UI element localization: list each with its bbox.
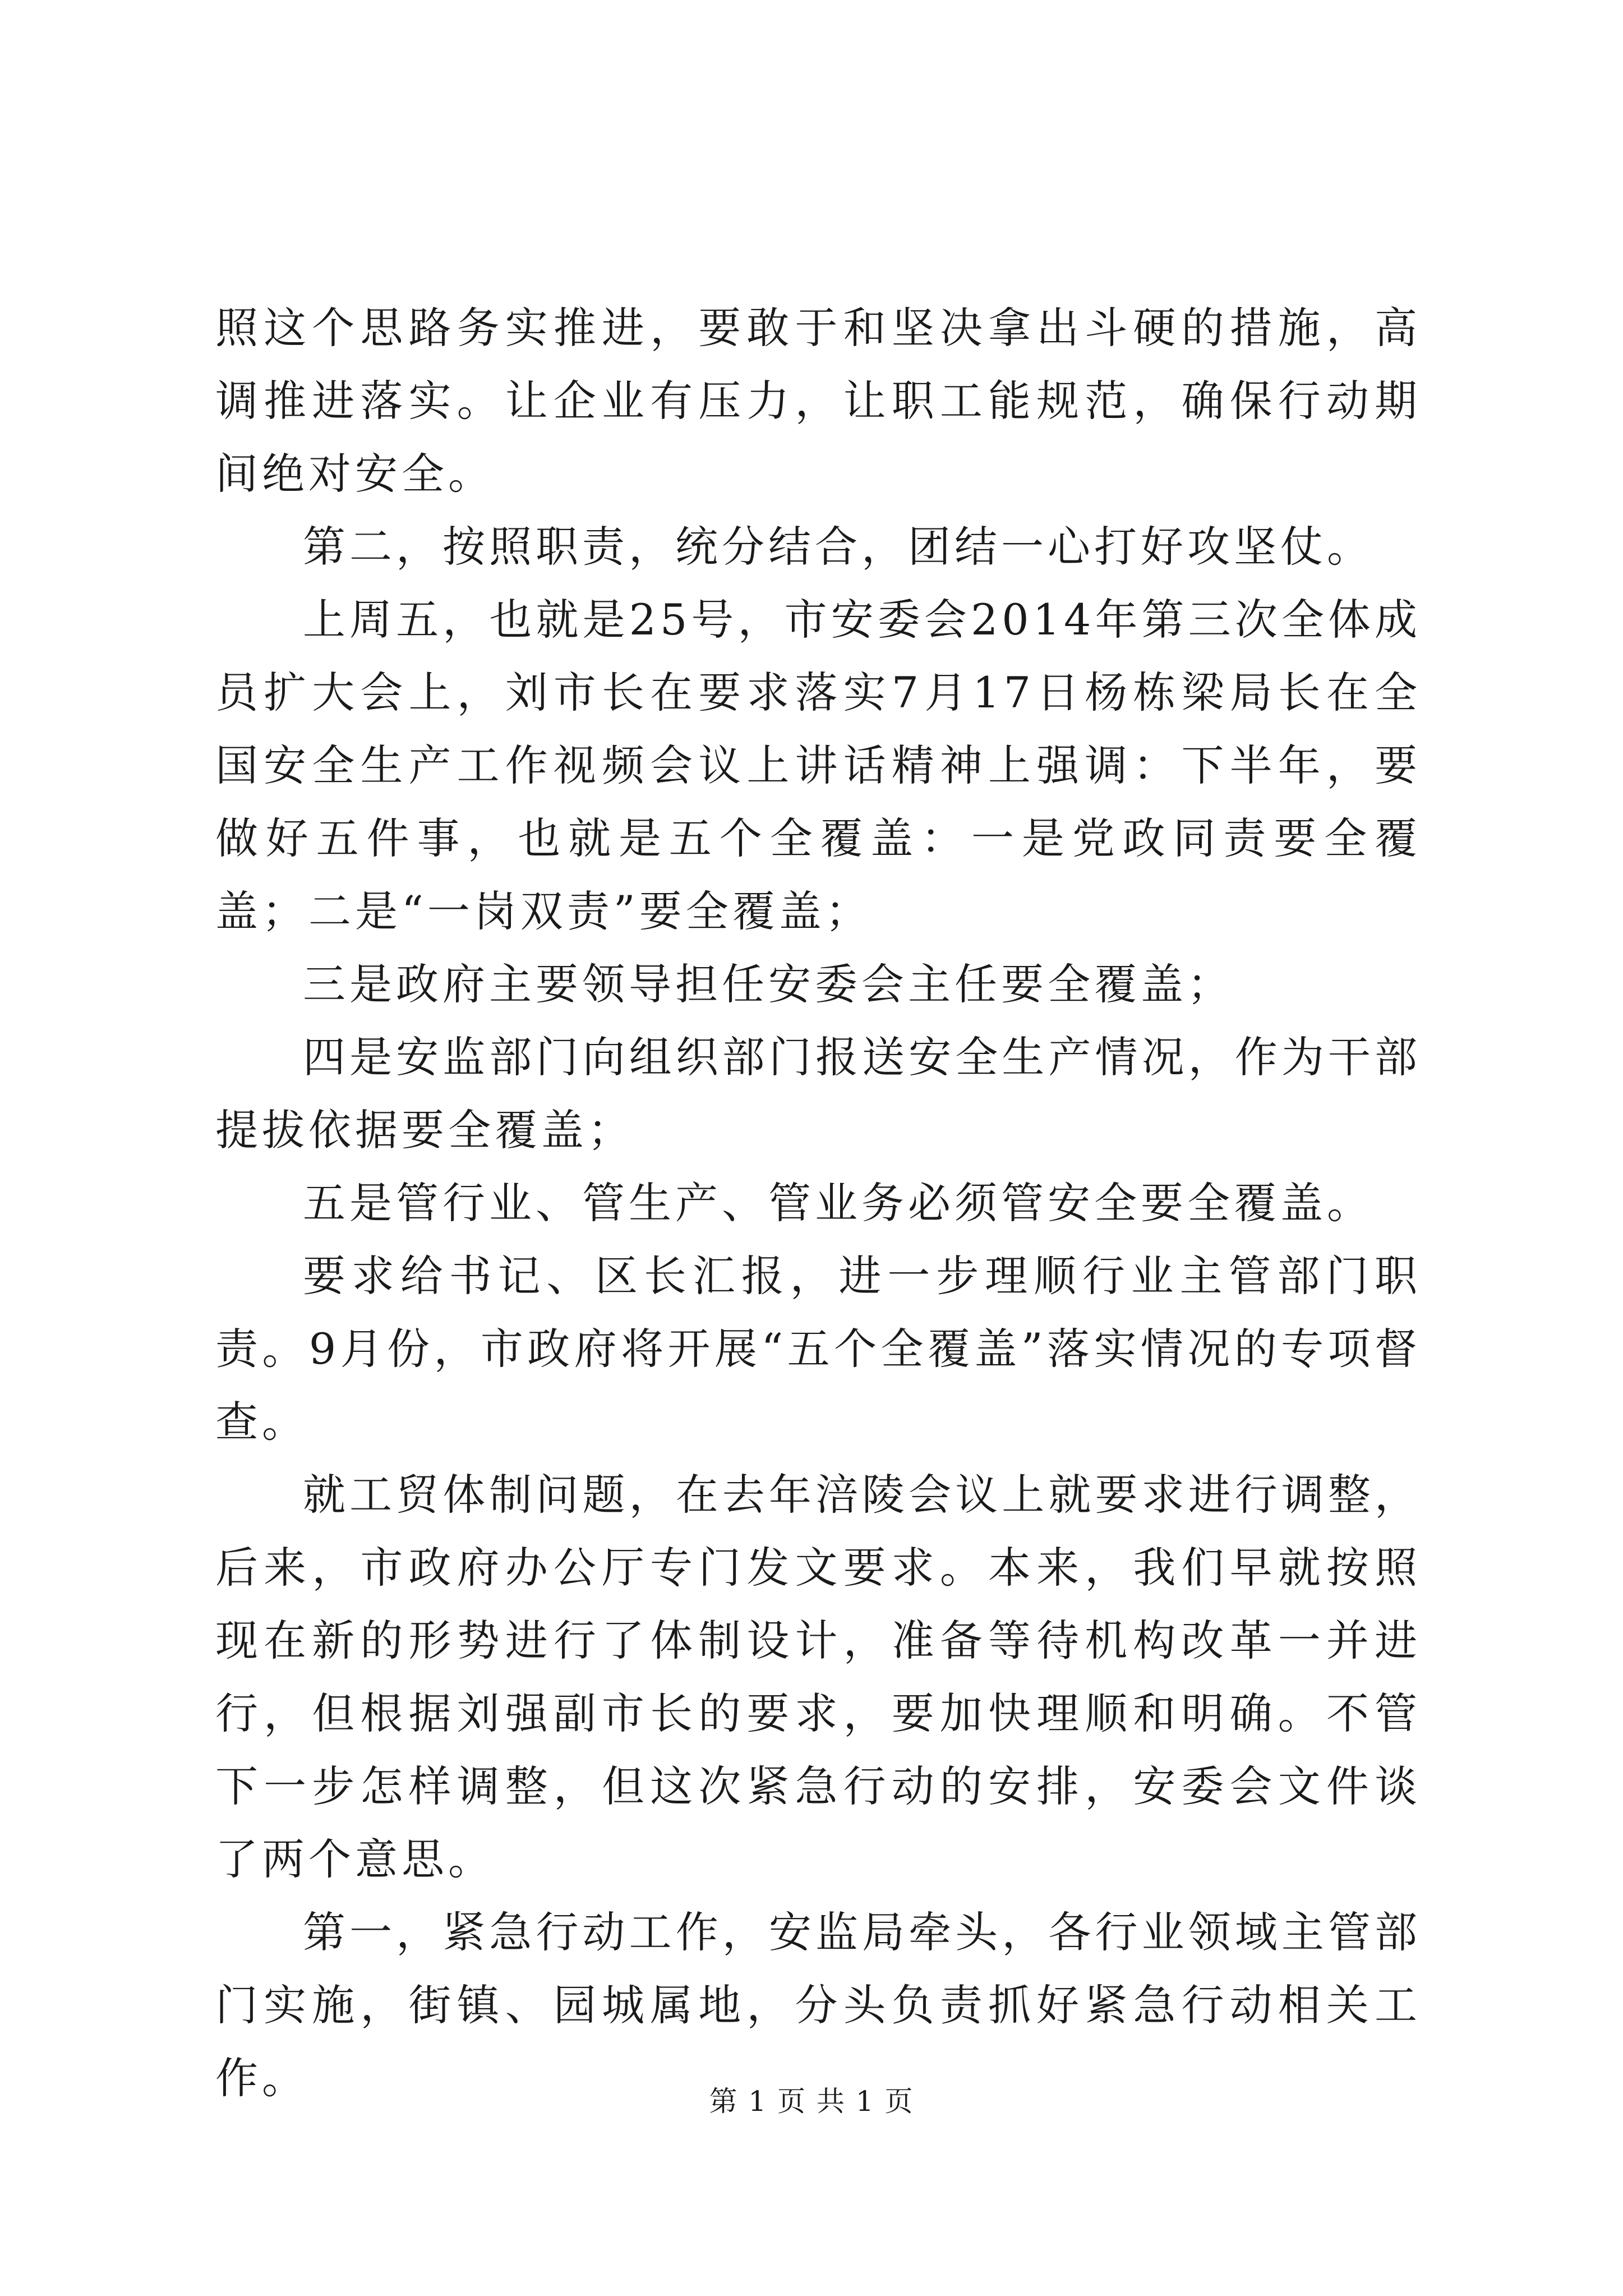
page-footer: 第 1 页 共 1 页: [709, 2085, 914, 2118]
document-body: [215, 292, 1421, 2115]
paragraph: 四是安监部门向组织部门报送安全生产情况，作为干部提拔依据要全覆盖；: [215, 1032, 1421, 1155]
paragraph: 照这个思路务实推进，要敢于和坚决拿出斗硬的措施，高调推进落实。让企业有压力，让职工能规范，确保行动期间绝对安全。: [215, 303, 1421, 499]
paragraph: 第二，按照职责，统分结合，团结一心打好攻坚仗。: [303, 522, 1373, 572]
paragraph: 就工贸体制问题，在去年涪陵会议上就要求进行调整，后来，市政府办公厅专门发文要求。本来，我们早就按照现在新的形势进行了体制设计，准备等待机构改革一并进行，但根据刘强副市长的要求，要加快理顺和明确。不管下一步怎样调整，但这次紧急行动的安排，安委会文件谈了两个意思。: [215, 1470, 1421, 1884]
paragraph: 五是管行业、管生产、管业务必须管安全要全覆盖。: [303, 1178, 1373, 1228]
paragraph: 要求给书记、区长汇报，进一步理顺行业主管部门职责。9月份，市政府将开展“五个全覆盖”落实情况的专项督查。: [215, 1251, 1421, 1447]
paragraph: 第一，紧急行动工作，安监局牵头，各行业领域主管部门实施，街镇、园城属地，分头负责抓好紧急行动相关工作。: [215, 1907, 1421, 2103]
paragraph: 上周五，也就是25号，市安委会2014年第三次全体成员扩大会上，刘市长在要求落实7月17日杨栋梁局长在全国安全生产工作视频会议上讲话精神上强调：下半年，要做好五件事，也就是五个全覆盖：一是党政同责要全覆盖；二是“一岗双责”要全覆盖；: [215, 595, 1421, 936]
paragraph: 三是政府主要领导担任安委会主任要全覆盖；: [303, 959, 1234, 1009]
